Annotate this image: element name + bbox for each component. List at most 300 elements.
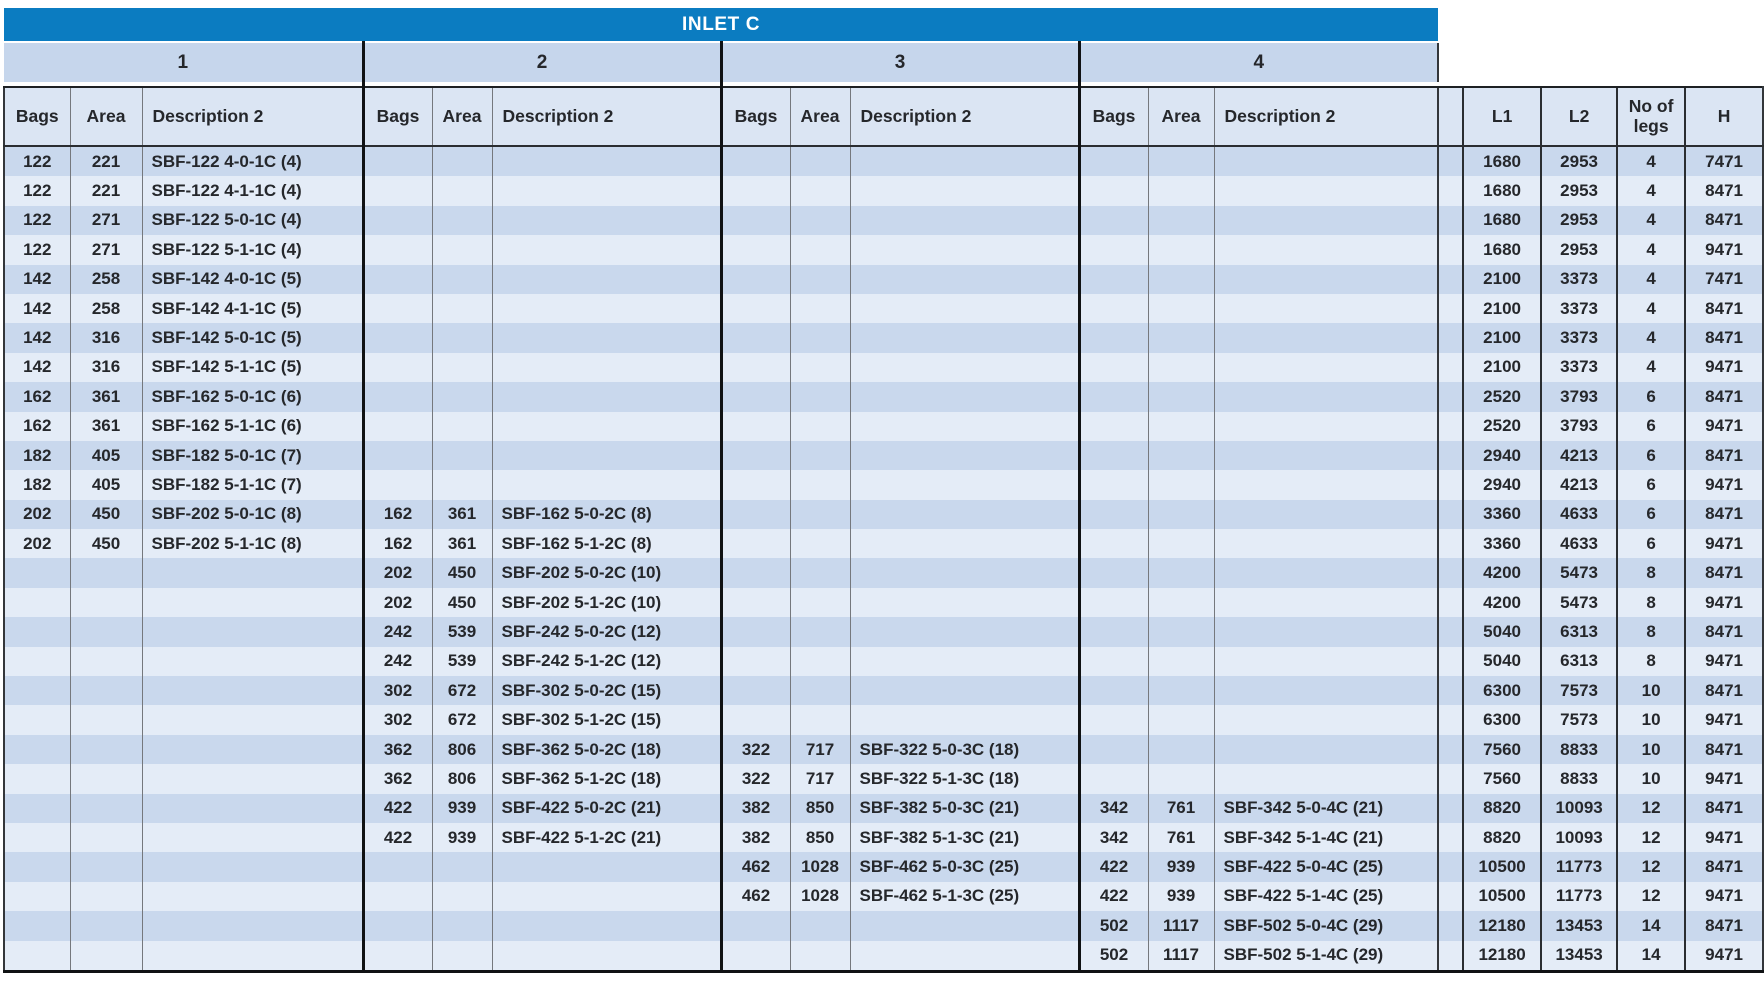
cell-g1-description: SBF-182 5-1-1C (7) [142, 470, 363, 499]
cell-g1-description [142, 617, 363, 646]
cell-h: 9471 [1685, 764, 1763, 793]
cell-g4-bags [1079, 176, 1148, 205]
cell-g2-description [492, 146, 721, 176]
cell-g1-area [70, 852, 142, 881]
cell-no-of-legs: 10 [1617, 676, 1685, 705]
cell-g3-bags [721, 176, 790, 205]
cell-g1-description [142, 882, 363, 911]
cell-g1-area [70, 647, 142, 676]
cell-g1-area: 450 [70, 500, 142, 529]
cell-l2: 7573 [1541, 676, 1617, 705]
cell-g3-description: SBF-322 5-1-3C (18) [850, 764, 1079, 793]
cell-no-of-legs: 10 [1617, 705, 1685, 734]
cell-g2-area: 450 [432, 588, 492, 617]
cell-g4-bags [1079, 588, 1148, 617]
cell-h: 9471 [1685, 882, 1763, 911]
cell-g3-bags [721, 588, 790, 617]
col-header-area: Area [790, 87, 850, 146]
banner-void [1438, 8, 1763, 42]
cell-no-of-legs: 12 [1617, 794, 1685, 823]
table-row [4, 558, 1763, 587]
cell-g1-bags [4, 647, 70, 676]
cell-g3-description [850, 705, 1079, 734]
cell-g3-bags [721, 146, 790, 176]
cell-l1: 2100 [1463, 323, 1541, 352]
cell-l1: 2100 [1463, 265, 1541, 294]
cell-g4-area [1148, 441, 1214, 470]
cell-g4-area [1148, 764, 1214, 793]
cell-l2: 4633 [1541, 500, 1617, 529]
cell-g3-description [850, 412, 1079, 441]
cell-g1-area [70, 794, 142, 823]
cell-g1-area: 361 [70, 412, 142, 441]
cell-g4-description [1214, 206, 1438, 235]
cell-h: 8471 [1685, 382, 1763, 411]
cell-g3-bags [721, 911, 790, 940]
cell-g3-bags: 322 [721, 735, 790, 764]
cell-h: 8471 [1685, 617, 1763, 646]
col-header-description: Description 2 [492, 87, 721, 146]
cell-no-of-legs: 4 [1617, 294, 1685, 323]
cell-g4-area: 1117 [1148, 941, 1214, 972]
cell-g1-description [142, 558, 363, 587]
cell-g3-bags [721, 647, 790, 676]
group-1-label: 1 [4, 42, 363, 82]
cell-g4-area [1148, 294, 1214, 323]
table-row [4, 500, 1763, 529]
cell-g3-area: 717 [790, 764, 850, 793]
cell-g3-area [790, 500, 850, 529]
cell-no-of-legs: 6 [1617, 529, 1685, 558]
cell-g3-bags: 462 [721, 882, 790, 911]
cell-g4-bags [1079, 735, 1148, 764]
cell-g2-description: SBF-202 5-0-2C (10) [492, 558, 721, 587]
cell-g3-description [850, 441, 1079, 470]
table-row [4, 588, 1763, 617]
cell-g4-area [1148, 588, 1214, 617]
cell-g4-description [1214, 323, 1438, 352]
cell-no-of-legs: 12 [1617, 823, 1685, 852]
cell-g1-description [142, 705, 363, 734]
group-4-label: 4 [1079, 42, 1438, 82]
cell-g1-area [70, 617, 142, 646]
cell-g4-description [1214, 705, 1438, 734]
cell-g1-area: 405 [70, 470, 142, 499]
cell-g4-bags: 342 [1079, 823, 1148, 852]
cell-g2-bags: 242 [363, 617, 432, 646]
cell-h: 8471 [1685, 206, 1763, 235]
cell-l2: 10093 [1541, 823, 1617, 852]
cell-g1-area: 405 [70, 441, 142, 470]
cell-l2: 8833 [1541, 735, 1617, 764]
table-row [4, 676, 1763, 705]
table-row [4, 382, 1763, 411]
cell-h: 9471 [1685, 823, 1763, 852]
cell-g1-description: SBF-142 4-0-1C (5) [142, 265, 363, 294]
cell-g4-bags [1079, 353, 1148, 382]
cell-h: 8471 [1685, 911, 1763, 940]
cell-spacer [1438, 382, 1463, 411]
cell-h: 8471 [1685, 558, 1763, 587]
cell-h: 9471 [1685, 235, 1763, 264]
cell-l2: 8833 [1541, 764, 1617, 793]
cell-g1-area [70, 941, 142, 972]
cell-g2-bags: 302 [363, 676, 432, 705]
cell-l1: 4200 [1463, 588, 1541, 617]
cell-g1-area [70, 882, 142, 911]
cell-g3-description [850, 382, 1079, 411]
cell-g4-description: SBF-502 5-1-4C (29) [1214, 941, 1438, 972]
cell-l1: 1680 [1463, 176, 1541, 205]
cell-g1-description [142, 941, 363, 972]
cell-g4-description [1214, 470, 1438, 499]
cell-g4-bags [1079, 265, 1148, 294]
cell-g3-bags [721, 353, 790, 382]
cell-g1-area [70, 588, 142, 617]
cell-h: 8471 [1685, 794, 1763, 823]
cell-g3-bags [721, 470, 790, 499]
cell-g4-description [1214, 735, 1438, 764]
cell-g1-bags [4, 852, 70, 881]
cell-g2-area [432, 941, 492, 972]
cell-g4-description [1214, 294, 1438, 323]
cell-l1: 12180 [1463, 941, 1541, 972]
cell-g1-bags [4, 911, 70, 940]
cell-spacer [1438, 617, 1463, 646]
table-row [4, 441, 1763, 470]
cell-g1-bags [4, 735, 70, 764]
cell-g3-bags [721, 412, 790, 441]
cell-l2: 2953 [1541, 176, 1617, 205]
cell-g1-description [142, 852, 363, 881]
cell-g3-description [850, 294, 1079, 323]
cell-g1-description: SBF-142 5-1-1C (5) [142, 353, 363, 382]
cell-g2-bags [363, 235, 432, 264]
cell-g2-bags [363, 146, 432, 176]
cell-l1: 2940 [1463, 470, 1541, 499]
cell-g2-bags [363, 265, 432, 294]
cell-g1-area [70, 676, 142, 705]
cell-g3-bags [721, 705, 790, 734]
col-header-l2: L2 [1541, 87, 1617, 146]
cell-g4-description: SBF-342 5-1-4C (21) [1214, 823, 1438, 852]
cell-g2-bags [363, 206, 432, 235]
cell-g2-area: 939 [432, 823, 492, 852]
cell-g2-area [432, 146, 492, 176]
cell-g1-area: 258 [70, 294, 142, 323]
col-header-description: Description 2 [1214, 87, 1438, 146]
cell-g2-area: 539 [432, 617, 492, 646]
cell-g3-area [790, 911, 850, 940]
cell-g2-area [432, 265, 492, 294]
cell-l1: 2520 [1463, 412, 1541, 441]
cell-g4-bags [1079, 705, 1148, 734]
cell-spacer [1438, 294, 1463, 323]
column-header-row [4, 87, 1763, 146]
table-row [4, 412, 1763, 441]
cell-l2: 4633 [1541, 529, 1617, 558]
cell-g2-area: 450 [432, 558, 492, 587]
cell-g1-bags [4, 823, 70, 852]
cell-g3-bags [721, 235, 790, 264]
cell-g2-bags: 362 [363, 735, 432, 764]
cell-h: 9471 [1685, 353, 1763, 382]
cell-spacer [1438, 353, 1463, 382]
cell-g1-description [142, 676, 363, 705]
cell-g3-area [790, 705, 850, 734]
cell-g1-bags: 142 [4, 294, 70, 323]
cell-g1-area [70, 705, 142, 734]
col-header-description: Description 2 [142, 87, 363, 146]
cell-g3-area [790, 265, 850, 294]
cell-g3-area [790, 617, 850, 646]
cell-g4-area [1148, 265, 1214, 294]
cell-h: 8471 [1685, 852, 1763, 881]
cell-spacer [1438, 441, 1463, 470]
cell-g1-area [70, 823, 142, 852]
cell-g1-description: SBF-122 4-1-1C (4) [142, 176, 363, 205]
group-3-label: 3 [721, 42, 1079, 82]
cell-g1-bags: 142 [4, 353, 70, 382]
cell-g3-description [850, 941, 1079, 972]
cell-g4-area [1148, 705, 1214, 734]
cell-g2-description [492, 882, 721, 911]
cell-no-of-legs: 4 [1617, 206, 1685, 235]
cell-l1: 1680 [1463, 146, 1541, 176]
cell-g3-bags: 382 [721, 823, 790, 852]
cell-g4-description [1214, 412, 1438, 441]
cell-l1: 3360 [1463, 529, 1541, 558]
cell-no-of-legs: 4 [1617, 235, 1685, 264]
cell-g3-description: SBF-382 5-0-3C (21) [850, 794, 1079, 823]
cell-spacer [1438, 941, 1463, 972]
cell-g2-area: 806 [432, 735, 492, 764]
cell-g1-description: SBF-122 5-1-1C (4) [142, 235, 363, 264]
cell-l1: 7560 [1463, 764, 1541, 793]
cell-spacer [1438, 823, 1463, 852]
cell-g4-area [1148, 235, 1214, 264]
cell-h: 8471 [1685, 294, 1763, 323]
cell-l2: 5473 [1541, 558, 1617, 587]
table-row [4, 735, 1763, 764]
cell-no-of-legs: 4 [1617, 265, 1685, 294]
cell-g2-area [432, 441, 492, 470]
cell-l2: 7573 [1541, 705, 1617, 734]
cell-g1-description [142, 823, 363, 852]
cell-no-of-legs: 6 [1617, 470, 1685, 499]
cell-g4-bags: 342 [1079, 794, 1148, 823]
cell-g4-description [1214, 529, 1438, 558]
cell-spacer [1438, 911, 1463, 940]
col-header-area: Area [432, 87, 492, 146]
cell-g3-bags [721, 206, 790, 235]
inlet-c-table [3, 8, 1764, 973]
cell-l2: 13453 [1541, 911, 1617, 940]
cell-g2-bags: 422 [363, 794, 432, 823]
cell-g3-bags [721, 617, 790, 646]
cell-g3-bags [721, 558, 790, 587]
cell-l1: 2100 [1463, 294, 1541, 323]
cell-g3-description: SBF-322 5-0-3C (18) [850, 735, 1079, 764]
cell-g3-description [850, 146, 1079, 176]
cell-g3-description [850, 206, 1079, 235]
cell-g1-bags: 182 [4, 470, 70, 499]
cell-g4-bags [1079, 146, 1148, 176]
cell-no-of-legs: 6 [1617, 382, 1685, 411]
cell-g1-area: 316 [70, 323, 142, 352]
cell-g1-description [142, 735, 363, 764]
cell-g4-bags [1079, 294, 1148, 323]
cell-l1: 1680 [1463, 235, 1541, 264]
cell-h: 9471 [1685, 470, 1763, 499]
cell-spacer [1438, 882, 1463, 911]
cell-g2-area [432, 235, 492, 264]
group-header-row [4, 42, 1763, 82]
cell-g4-area: 939 [1148, 852, 1214, 881]
cell-g4-area [1148, 735, 1214, 764]
cell-spacer [1438, 323, 1463, 352]
cell-g1-description: SBF-142 4-1-1C (5) [142, 294, 363, 323]
cell-g2-bags: 162 [363, 500, 432, 529]
cell-g4-area [1148, 529, 1214, 558]
cell-h: 8471 [1685, 176, 1763, 205]
cell-g1-area: 316 [70, 353, 142, 382]
cell-g3-description [850, 647, 1079, 676]
cell-g3-area [790, 647, 850, 676]
cell-g2-area: 672 [432, 676, 492, 705]
cell-g4-area [1148, 558, 1214, 587]
cell-l2: 3373 [1541, 323, 1617, 352]
cell-spacer [1438, 529, 1463, 558]
cell-g2-area [432, 353, 492, 382]
cell-g3-description [850, 588, 1079, 617]
cell-g1-description: SBF-122 4-0-1C (4) [142, 146, 363, 176]
cell-g2-description [492, 941, 721, 972]
table-row [4, 353, 1763, 382]
cell-g3-area: 1028 [790, 852, 850, 881]
cell-g4-description [1214, 558, 1438, 587]
table-row [4, 146, 1763, 176]
cell-g1-area [70, 735, 142, 764]
cell-l1: 3360 [1463, 500, 1541, 529]
cell-no-of-legs: 8 [1617, 588, 1685, 617]
cell-no-of-legs: 4 [1617, 353, 1685, 382]
cell-spacer [1438, 176, 1463, 205]
cell-l1: 8820 [1463, 794, 1541, 823]
cell-g1-bags: 162 [4, 382, 70, 411]
cell-spacer [1438, 558, 1463, 587]
cell-h: 7471 [1685, 146, 1763, 176]
cell-g2-bags: 162 [363, 529, 432, 558]
cell-g4-description [1214, 588, 1438, 617]
cell-g3-bags: 382 [721, 794, 790, 823]
cell-g3-description [850, 470, 1079, 499]
cell-no-of-legs: 10 [1617, 764, 1685, 793]
cell-g4-description [1214, 500, 1438, 529]
cell-l2: 11773 [1541, 852, 1617, 881]
cell-g4-bags: 502 [1079, 911, 1148, 940]
cell-g2-bags [363, 441, 432, 470]
cell-g3-area [790, 382, 850, 411]
cell-g1-bags: 122 [4, 146, 70, 176]
cell-g1-area [70, 558, 142, 587]
cell-no-of-legs: 8 [1617, 558, 1685, 587]
cell-h: 8471 [1685, 441, 1763, 470]
cell-g4-bags: 502 [1079, 941, 1148, 972]
cell-g4-area [1148, 647, 1214, 676]
cell-g4-description [1214, 353, 1438, 382]
cell-g3-description [850, 235, 1079, 264]
cell-g4-bags [1079, 558, 1148, 587]
cell-g4-area: 761 [1148, 823, 1214, 852]
cell-g2-area: 806 [432, 764, 492, 793]
cell-g3-area: 717 [790, 735, 850, 764]
col-header-description: Description 2 [850, 87, 1079, 146]
col-header-l1: L1 [1463, 87, 1541, 146]
cell-g3-area [790, 941, 850, 972]
cell-g1-area [70, 764, 142, 793]
cell-g2-description: SBF-302 5-0-2C (15) [492, 676, 721, 705]
cell-g2-bags: 202 [363, 558, 432, 587]
cell-g2-bags [363, 941, 432, 972]
table-row [4, 617, 1763, 646]
cell-h: 8471 [1685, 500, 1763, 529]
cell-g4-description: SBF-502 5-0-4C (29) [1214, 911, 1438, 940]
cell-g3-area [790, 412, 850, 441]
cell-g1-description [142, 794, 363, 823]
cell-g4-area [1148, 206, 1214, 235]
cell-g4-description [1214, 617, 1438, 646]
cell-g3-description: SBF-462 5-1-3C (25) [850, 882, 1079, 911]
cell-l2: 3793 [1541, 382, 1617, 411]
cell-l2: 13453 [1541, 941, 1617, 972]
table-row [4, 852, 1763, 881]
cell-h: 8471 [1685, 323, 1763, 352]
col-header-bags: Bags [363, 87, 432, 146]
cell-g4-bags [1079, 412, 1148, 441]
cell-no-of-legs: 14 [1617, 911, 1685, 940]
cell-g3-area [790, 529, 850, 558]
cell-h: 9471 [1685, 705, 1763, 734]
cell-g3-description [850, 911, 1079, 940]
table-row [4, 323, 1763, 352]
cell-g4-area [1148, 676, 1214, 705]
cell-g2-bags [363, 412, 432, 441]
cell-l2: 2953 [1541, 206, 1617, 235]
cell-spacer [1438, 265, 1463, 294]
cell-l1: 12180 [1463, 911, 1541, 940]
cell-g1-bags [4, 676, 70, 705]
cell-g2-area: 361 [432, 529, 492, 558]
cell-g1-description: SBF-122 5-0-1C (4) [142, 206, 363, 235]
col-header-area: Area [1148, 87, 1214, 146]
cell-l1: 8820 [1463, 823, 1541, 852]
cell-h: 9471 [1685, 588, 1763, 617]
cell-g1-description [142, 764, 363, 793]
table-row [4, 794, 1763, 823]
cell-l2: 5473 [1541, 588, 1617, 617]
cell-g1-bags [4, 882, 70, 911]
table-row [4, 911, 1763, 940]
cell-l1: 7560 [1463, 735, 1541, 764]
cell-g4-bags: 422 [1079, 882, 1148, 911]
cell-l2: 2953 [1541, 146, 1617, 176]
cell-g4-description [1214, 265, 1438, 294]
cell-l1: 6300 [1463, 676, 1541, 705]
col-header-bags: Bags [1079, 87, 1148, 146]
cell-g2-bags [363, 176, 432, 205]
cell-g4-bags [1079, 206, 1148, 235]
